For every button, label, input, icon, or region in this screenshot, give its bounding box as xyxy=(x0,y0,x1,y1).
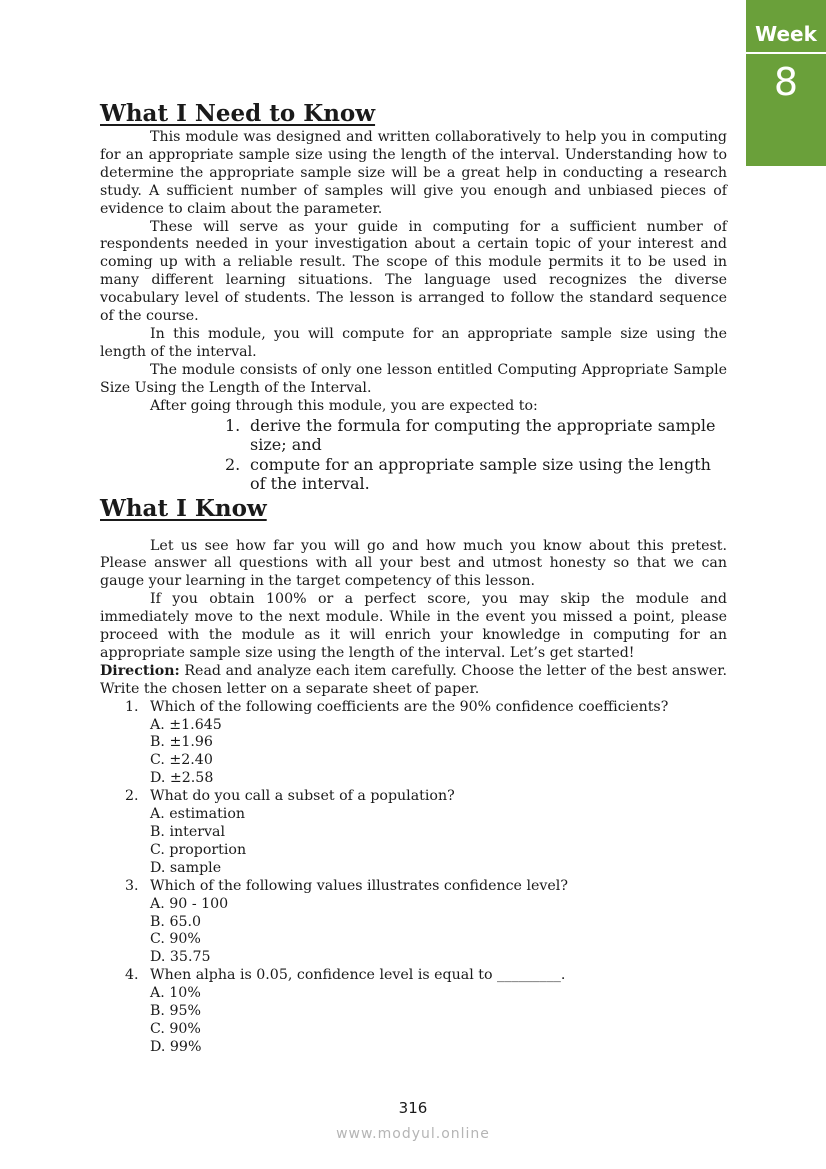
question-item xyxy=(100,878,727,896)
page-number: 316 xyxy=(398,1099,428,1117)
answer-option: A. 10% xyxy=(150,985,201,1002)
question-text: What do you call a subset of a population? xyxy=(150,788,455,805)
paragraph: The module consists of only one lesson entitled Computing Appropriate Sample Size Using the Length of the Interval. xyxy=(100,361,727,396)
answer-option: A. 90 - 100 xyxy=(150,895,229,912)
page-content xyxy=(100,99,727,1057)
question-number: 3. xyxy=(125,877,139,894)
answer-option: D. sample xyxy=(150,859,222,876)
direction-label: Direction: xyxy=(100,662,180,679)
week-number: 8 xyxy=(773,60,799,104)
objective-text: compute for an appropriate sample size using the length of the interval. xyxy=(250,454,711,493)
question-text: Which of the following values illustrates confidence level? xyxy=(150,877,568,894)
objective-item xyxy=(225,416,727,455)
question-text: When alpha is 0.05, confidence level is equal to _________. xyxy=(150,967,566,984)
paragraph: In this module, you will compute for an appropriate sample size using the length of the interval. xyxy=(100,325,727,360)
spacer xyxy=(100,524,727,538)
paragraph: If you obtain 100% or a perfect score, you may skip the module and immediately move to the next module. While in the event you missed a point, please proceed with the module as it will enrich your knowledge in computing for an appropriate sample size using the length of the interval. Let’s get started! xyxy=(100,591,727,661)
paragraph: This module was designed and written collaboratively to help you in computing for an appropriate sample size using the length of the interval. Understanding how to determine the appropriate sample size will be a great help in conducting a research study. A sufficient number of samples will give you enough and unbiased pieces of evidence to claim about the parameter. xyxy=(100,129,727,217)
week-label: Week xyxy=(755,22,817,46)
section-heading-what-i-need-to-know: What I Need to Know xyxy=(100,100,376,127)
objective-text: derive the formula for computing the appropriate sample size; and xyxy=(250,415,716,454)
question-number: 2. xyxy=(125,788,139,805)
question-item xyxy=(100,788,727,806)
paragraph: After going through this module, you are expected to: xyxy=(150,397,538,414)
answer-option: C. ±2.40 xyxy=(150,752,213,769)
answer-option: D. 99% xyxy=(150,1038,202,1055)
paragraph: These will serve as your guide in computing for a sufficient number of respondents needed in your investigation about a certain topic of your interest and coming up with a reliable result. The scope of this module permits it to be used in many different learning situations. The language used recognizes the diverse vocabulary level of students. The lesson is arranged to follow the standard sequence of the course. xyxy=(100,218,727,325)
answer-option: B. interval xyxy=(150,824,226,840)
watermark-url: www.modyul.online xyxy=(336,1126,490,1142)
direction-paragraph xyxy=(100,663,727,699)
question-item xyxy=(100,967,727,985)
question-number: 1. xyxy=(125,698,139,715)
answer-option: C. 90% xyxy=(150,1020,201,1037)
objectives-list xyxy=(100,416,727,494)
answer-option: A. ±1.645 xyxy=(150,716,222,733)
objective-item xyxy=(225,455,727,494)
tab-divider xyxy=(746,52,826,54)
answer-option: B. 95% xyxy=(150,1003,201,1020)
answer-option: B. ±1.96 xyxy=(150,734,213,751)
paragraph: Let us see how far you will go and how much you know about this pretest. Please answer all questions with all your best and utmost honesty so that we can gauge your learning in the target competency of this lesson. xyxy=(100,537,727,590)
answer-option: B. 65.0 xyxy=(150,913,202,930)
answer-option: A. estimation xyxy=(150,806,246,823)
week-tab xyxy=(746,0,826,166)
question-list xyxy=(100,699,727,1057)
question-number: 4. xyxy=(125,967,139,984)
answer-option: D. 35.75 xyxy=(150,949,211,966)
objective-number: 1. xyxy=(225,415,241,435)
question-text: Which of the following coefficients are the 90% confidence coefficients? xyxy=(150,698,669,715)
question-item xyxy=(100,699,727,717)
answer-option: C. 90% xyxy=(150,931,201,948)
answer-option: C. proportion xyxy=(150,841,247,858)
answer-option: D. ±2.58 xyxy=(150,770,214,787)
section-heading-what-i-know: What I Know xyxy=(100,494,267,522)
direction-text: Read and analyze each item carefully. Choose the letter of the best answer. Write the chosen letter on a separate sheet of paper. xyxy=(100,662,727,697)
objective-number: 2. xyxy=(225,454,241,474)
